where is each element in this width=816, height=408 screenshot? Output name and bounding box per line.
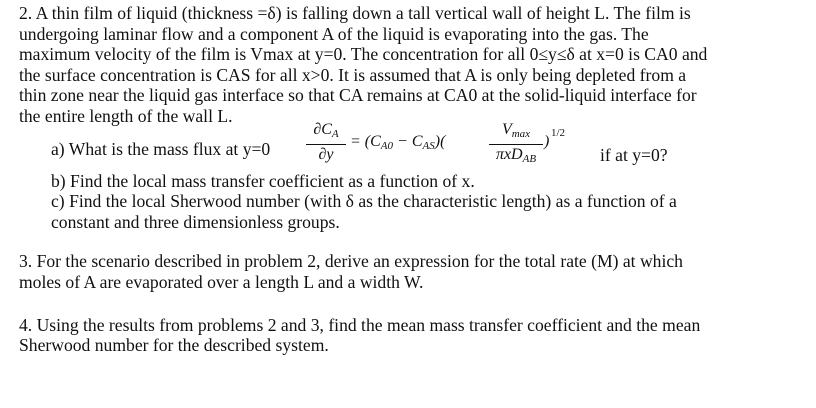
problem-4-line-2: Sherwood number for the described system. [19, 335, 329, 356]
exponent: 1/2 [551, 126, 566, 139]
problem-3 [19, 251, 806, 292]
part-c-line-2: constant and three dimensionless groups. [51, 211, 340, 232]
rhs-numerator-sub: max [511, 127, 531, 140]
problem-2-line-1: 2. A thin film of liquid (thickness =δ) is falling down a tall vertical wall of height L. The film is [19, 3, 691, 23]
problem-2-line-4: the surface concentration is CAS for all x>0. It is assumed that A is only being depleted from a [19, 64, 687, 85]
problem-2-line-5: thin zone near the liquid gas interface so that CA remains at CA0 at the solid-liquid interface for [19, 85, 697, 106]
part-c-line-1: c) Find the local Sherwood number (with δ as the characteristic length) as a function of a [51, 191, 677, 212]
part-a-suffix: if at y=0? [600, 144, 668, 165]
lhs-fraction [306, 121, 346, 163]
problem-2 [19, 3, 806, 232]
close-paren: ) [544, 132, 550, 150]
lhs-denominator: ∂y [318, 145, 334, 163]
concentration-difference: = $(C_{A0} - C_{AS})$( [350, 132, 446, 152]
lhs-numerator: ∂C [313, 120, 332, 138]
rhs-numerator: V [501, 120, 512, 138]
problem-4 [19, 315, 806, 356]
rhs-denominator: πxD [495, 145, 523, 163]
problem-3-line-1: 3. For the scenario described in problem 2, derive an expression for the total rate (M) at which [19, 251, 683, 272]
part-a-prefix: a) What is the mass flux at y=0 [51, 138, 271, 159]
problem-2-line-2: undergoing laminar flow and a component A of the liquid is evaporating into the gas. The [19, 23, 649, 44]
part-a-question [19, 120, 806, 171]
problem-4-line-1: 4. Using the results from problems 2 and 3, find the mean mass transfer coefficient and the mean [19, 314, 701, 335]
problem-2-line-6: the entire length of the wall L. [19, 105, 233, 126]
lhs-numerator-sub: A [331, 127, 339, 140]
problem-3-line-2: moles of A are evaporated over a length L and a width W. [19, 271, 424, 292]
rhs-fraction [489, 121, 543, 168]
rhs-denominator-sub: AB [522, 152, 537, 165]
part-b-question: b) Find the local mass transfer coefficient as a function of x. [51, 170, 475, 191]
problem-2-line-3: maximum velocity of the film is Vmax at y=0. The concentration for all 0≤y≤δ at x=0 is CA0 and [19, 44, 708, 65]
